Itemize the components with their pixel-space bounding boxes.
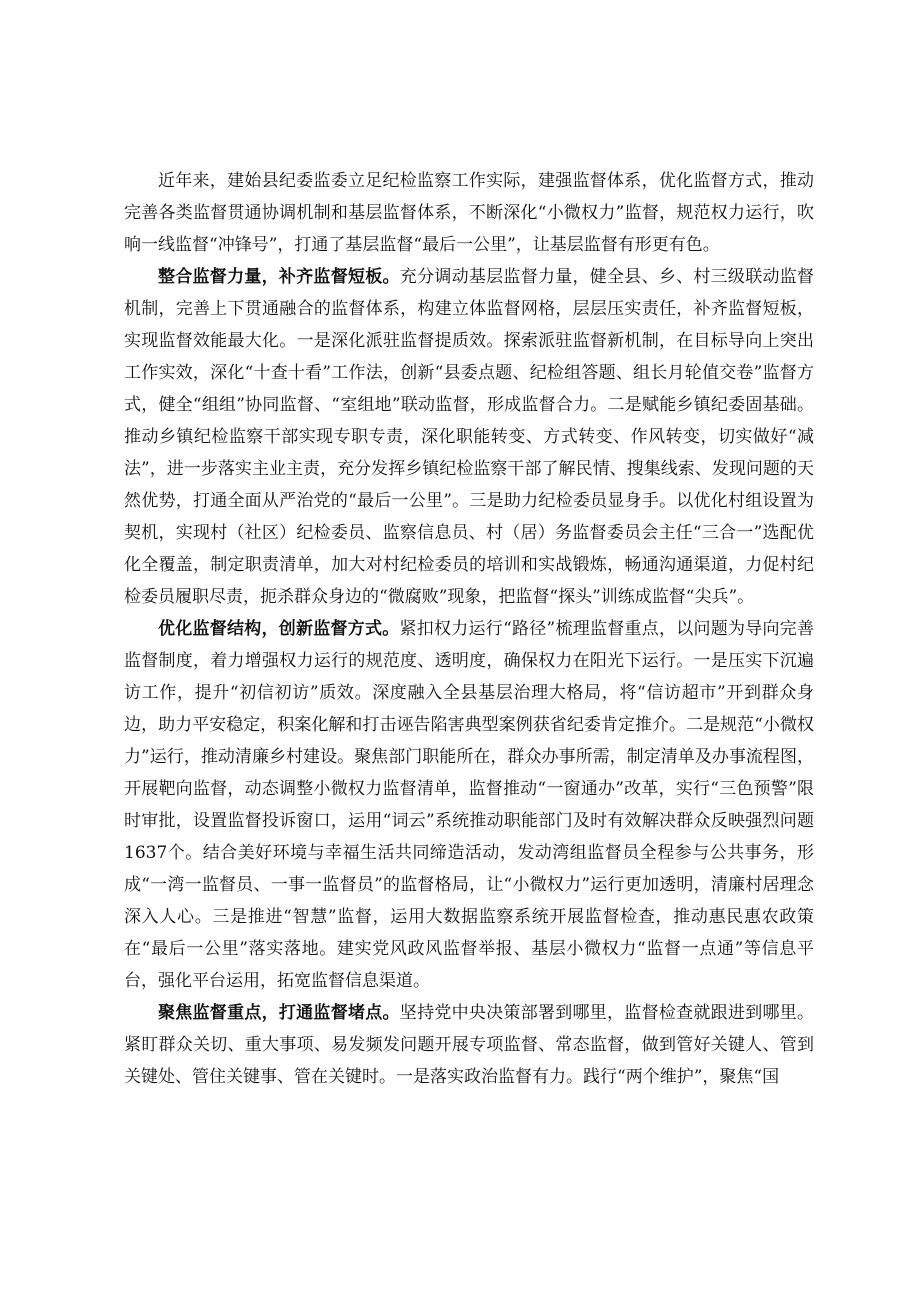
paragraph-intro [124,165,814,261]
paragraph-lead: 优化监督结构，创新监督方式。 [158,619,400,639]
paragraph-lead: 整合监督力量，补齐监督短板。 [158,267,400,287]
paragraph-text: 充分调动基层监督力量，健全县、乡、村三级联动监督机制，完善上下贯通融合的监督体系，构建立体监督网格，层层压实责任，补齐监督短板，实现监督效能最大化。一是深化派驻监督提质效。探索派驻监督新机制，在目标导向上突出工作实效，深化“十查十看”工作法，创新“县委点题、纪检组答题、组长月轮值交卷”监督方式，健全“组组”协同监督、“室组地”联动监督，形成监督合力。二是赋能乡镇纪委固基础。推动乡镇纪检监察干部实现专职专责，深化职能转变、方式转变、作风转变，切实做好“减法”，进一步落实主业主责，充分发挥乡镇纪检监察干部了解民情、搜集线索、发现问题的天然优势，打通全面从严治党的“最后一公里”。三是助力纪检委员显身手。以优化村组设置为契机，实现村（社区）纪检委员、监察信息员、村（居）务监督委员会主任“三合一”选配优化全覆盖，制定职责清单，加大对村纪检委员的培训和实战锻炼，畅通沟通渠道，力促村纪检委员履职尽责，扼杀群众身边的“微腐败”现象，把监督“探头”训练成监督“尖兵”。 [124,267,815,607]
paragraph-text: 近年来，建始县纪委监委立足纪检监察工作实际，建强监督体系，优化监督方式，推动完善各类监督贯通协调机制和基层监督体系，不断深化“小微权力”监督，规范权力运行，吹响一线监督“冲锋号”，打通了基层监督“最后一公里”，让基层监督有形更有色。 [124,171,814,255]
paragraph-lead: 聚焦监督重点，打通监督堵点。 [158,1003,400,1023]
paragraph-text: 紧扣权力运行“路径”梳理监督重点，以问题为导向完善监督制度，着力增强权力运行的规范度、透明度，确保权力在阳光下运行。一是压实下沉遍访工作，提升“初信初访”质效。深度融入全县基层治理大格局，将“信访超市”开到群众身边，助力平安稳定，积案化解和打击诬告陷害典型案例获省纪委肯定推介。二是规范“小微权力”运行，推动清廉乡村建设。聚焦部门职能所在，群众办事所需，制定清单及办事流程图，开展靶向监督，动态调整小微权力监督清单，监督推动“一窗通办”改革，实行“三色预警”限时审批，设置监督投诉窗口，运用“词云”系统推动职能部门及时有效解决群众反映强烈问题1637个。结合美好环境与幸福生活共同缔造活动，发动湾组监督员全程参与公共事务，形成“一湾一监督员、一事一监督员”的监督格局，让“小微权力”运行更加透明，清廉村居理念深入人心。三是推进“智慧”监督，运用大数据监察系统开展监督检查，推动惠民惠农政策在“最后一公里”落实落地。建实党风政风监督举报、基层小微权力“监督一点通”等信息平台，强化平台运用，拓宽监督信息渠道。 [124,619,814,991]
paragraph-focus-priorities [124,997,814,1093]
paragraph-integrate-supervision [124,261,814,613]
paragraph-text: 坚持党中央决策部署到哪里，监督检查就跟进到哪里。紧盯群众关切、重大事项、易发频发问题开展专项监督、常态监督，做到管好关键人、管到关键处、管住关键事、管在关键时。一是落实政治监督有力。践行“两个维护”，聚焦“国 [124,1003,815,1087]
document-body [124,165,814,1093]
paragraph-optimize-structure [124,613,814,997]
